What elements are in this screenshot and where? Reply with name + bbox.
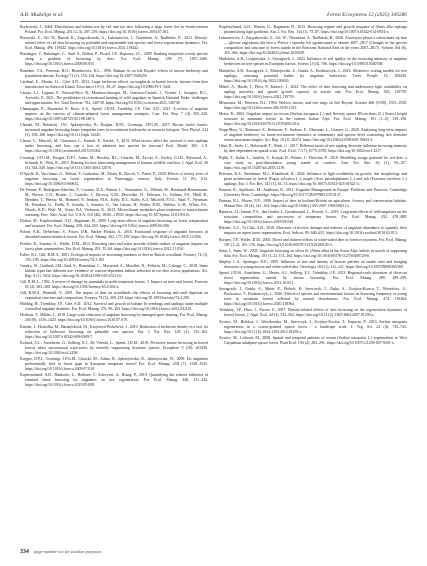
reference-entry: Churski, M., Bubnicki, J.W., Jędrzejewska, B., Kuijper, D.P.J., Cromsigt, J.P.G.M., 2017. Brown world forests: increased ungulate browsing keeps temperate trees in recruitment bottlenecks in resource hotspots. New Phytol. 214 (1), 158–168. https://doi.org/10.1111/nph.14345. bbox=[20, 123, 208, 138]
reference-entry: Motta, R., 2003. Ungulate impact on rowan (Sorbus aucuparia L.) and Norway spruce (Picea abies (L.) Karst.) height structure in mountain forests in the eastern Italian Alps. For. Ecol. Manag. 181 (1–2), 139–150. https://doi.org/10.1016/S0378-1127(03)00128-4. bbox=[219, 112, 407, 127]
reference-entry: Mikeš, A., Horák, J., Plíva, P., Kadavý, J., 2022. The effect of deer browsing and understorey light availability on sapling mortality and spread growth capacity in sessile oak. For. Ecol. Manag. 503, 119759. https://doi.org/10.1016/j.foreco.2021.119759. bbox=[219, 84, 407, 99]
reference-entry: Madalcho, A.B., Szwagrzyk, J., Maciejewski, Z., Gazda, A., Bodziarczyk, J., 2023. Allometric scaling models for tree saplings: assessing potential fodder for ungulate herbivores. Trees People 13, 100430. https://doi.org/10.1016/j.tfp.2023.100430. bbox=[219, 68, 407, 83]
references-column-right bbox=[219, 25, 407, 389]
reference-entry: Frerker, K., Sonnier, G., Waller, D.M., 2013. Browsing rates and ratios provide reliable indices of ungulate impacts on forest plant communities. For. Ecol. Manag. 291, 55–64. https://doi.org/10.1016/j.foreco.2012.11.054. bbox=[20, 241, 208, 251]
reference-entry: Tremblay, J.P., Huot, J., Potvin, F., 2007. Density-related effects of deer browsing on the regeneration dynamics of boreal forests. J. Appl. Ecol. 44 (3), 552–562. https://doi.org/10.1111/j.1365-2664.2007.01290.x. bbox=[219, 308, 407, 318]
reference-entry: Zywiec, M., Holeksa, J., Wesołowska, M., Szewczyk, J., Zwijacz-Kozica, T., Kapusta, P., 2013. Sorbus aucuparia regeneration in a coarse-grained spruce forest - a landscape scale. J. Veg. Sci. 24 (4), 735–743. https://doi.org/10.1111/j.1654-1103.2012.01493.x. bbox=[219, 319, 407, 334]
reference-entry: Putman, R., Apollonio, M., Andersen, R., 2011. Ungulate Management in Europe: Problems and Practices. Cambridge University Press, Cambridge. https://doi.org/10.1017/CBO9780511974137. bbox=[219, 187, 407, 197]
reference-entry: Rooney, T.P., Waller, D.M., 2003. Direct and indirect effects of white-tailed deer in forest ecosystems. For. Ecol. Manag. 181 (1–2), 165–176. https://doi.org/10.1016/S0378-1127(03)00130-2. bbox=[219, 237, 407, 247]
reference-entry: Speed, J.D.M., Austrheim, G., Hester, A.J., Solberg, E.J., Tremblay, J.P., 2013. Regional-scale alteration of clear-cut forest regeneration caused by moose browsing. For. Ecol. Manag. 289, 289–299. https://doi.org/10.1016/j.foreco.2012.10.051. bbox=[219, 270, 407, 286]
reference-entry: Petersen, K.S., Steinbauer, M.J., Klanderud, K., 2024. Influence of light availability on growth, leaf morphology and plant architecture of beech (Fagus sylvatica L.), maple (Acer pseudoplatanus L.) and ash (Fraxinus excelsior L.) saplings. Eur. J. For. Res. 143 (1), 61–74. https://doi.org/10.1007/s10342-023-01622-4. bbox=[219, 171, 407, 186]
reference-entry: Kamler, J., Homolka, M., Barančeková, M., Krojerová-Prokešová, J., 2010. Reduction of herbivore density as a tool for reduction of herbivore browsing on palatable tree species. Eur. J. For. Res. 129 (2), 155–162. https://doi.org/10.1007/s10342-009-0309-7. bbox=[20, 324, 208, 339]
reference-entry: Borkowski, J., 2004. Distribution and habitat use by red and roe deer following a large forest fire in South-western Poland. For. Ecol. Manag. 201 (2–3), 287–293. https://doi.org/10.1016/j.foreco.2004.07.011. bbox=[20, 25, 208, 35]
reference-entry: Borowski, Z., Gil, W., Bartoń, K., Zajączkowski, G., Łukaszewicz, J., Tittenbrun, A., Radliński, B., 2021. Density-related effect of red deer browsing on palatable and unpalatable tree species and forest regeneration dynamics. For. Ecol. Manag. 496, 119442. https://doi.org/10.1016/j.foreco.2021.119442. bbox=[20, 36, 208, 51]
reference-entry: Putman, R.J., Moore, N.P., 1998. Impact of deer in lowland Britain on agriculture, forestry and conservation habitats. Mamm Rev. 28 (4), 141–164. https://doi.org/10.1046/j.1365-2907.1998.00031.x. bbox=[219, 199, 407, 209]
reference-entry: Miyazawa, M., Petersen, D.J., 1994. Wolves, moose, and tree rings on Isle Royale. Science 266 (5190), 1555–1558. https://doi.org/10.1126/science.266.5190.1555. bbox=[219, 100, 407, 110]
reference-entry: D'Aprile, D., Vacchiano, G., Meloni, F., Garbarino, M., Motta, R., Ducoli, V., Partel, P., 2020. Effects of twenty years of ungulate browsing on forest regeneration at Paneveggio reserve, Italy. Forests 11 (6), 612. https://doi.org/10.3390/f11060612. bbox=[20, 171, 208, 186]
reference-entry: Didion, M., Kupferschmid, A.D., Bugmann, H., 2009. Long-term effects of ungulate browsing on forest composition and structure. For. Ecol. Manag. 258, S44–S55. https://doi.org/10.1016/j.foreco.2009.06.006. bbox=[20, 219, 208, 229]
reference-entry: Kuijper, D.P.J., Cromsigt, J.P.G.M., Churski, M., Adam, B., Jędrzejewska, B., Jędrzejewski, W., 2009. Do ungulates preferentially feed in forest gaps in European temperate forest? For. Ecol. Manag. 258 (7), 1528–1535. https://doi.org/10.1016/j.foreco.2009.07.010. bbox=[20, 356, 208, 372]
reference-entry: Senn, J., Suter, W., 2003. Ungulate browsing on silver fir (Abies alba) in the Swiss Alps: beliefs in search of supporting data. For. Ecol. Manag. 181 (1–2), 151–164. https://doi.org/10.1016/S0378-1127(03)00129-6. bbox=[219, 248, 407, 258]
reference-entry: Kupferschmid, A.D., Wasem, U., Bugmann, H., 2015. Browsing regime and growth response of Abies alba saplings planted along light gradients. Eur. J. For. Res. 134 (1), 75–87. https://doi.org/10.1007/s10342-014-0834-x. bbox=[219, 25, 407, 35]
reference-entry: Nopp-Mayr, U., Reimoser, S., Reimoser, F., Sachser, F., Obermair, L., Gratzer, G., 2020. Analyzing long-term impacts of ungulate herbivory on forest-recruitment dynamics at community and species level contrasting tree densities versus maximum heights. Sci. Rep. 10 (1), 20274. https://doi.org/10.1038/s41598-020-76843-3. bbox=[219, 128, 407, 143]
reference-entry: Cromsigt, J.P.G.M., Kuijper, D.P.J., Adam, M., Beschta, R.L., Churski, M., Eycott, A., Kerley, G.I.H., Mysterud, A., Schmidt, K., West, K., 2013. Hunting for fear: innovating management of human–wildlife conflicts. J. Appl. Ecol. 50 (3), 544–549. https://doi.org/10.1111/1365-2664.12076. bbox=[20, 155, 208, 170]
reference-entry: Szwagrzyk, J., Gazda, A., Muter, E., Pielech, R., Szewczyk, J., Zięba, A., Zwijacz-Kozica, T., Wiertelorz, A., Pachowicz, T., Bodziarczyk, J., 2020. Effects of species and environmental factors on browsing frequency of young trees in mountain forests affected by natural disturbances. For. Ecol. Manag. 474, 118364. https://doi.org/10.1016/j.foreco.2020.118364. bbox=[219, 287, 407, 307]
header-journal: Forest Ecosystems 12 (2025) 100286 bbox=[326, 12, 407, 18]
reference-entry: Rhodes, A.C., St Clair, S.B., 2018. Measures of browse damage and indexes of ungulate abundance to quantify their impacts on aspen forest regeneration. Ecol. Indicat. 89, 648–655. https://doi.org/10.1016/j.ecolind.2018.02.013. bbox=[219, 226, 407, 236]
reference-entry: Gaudry, W., Gaillard, J.M., Saïd, S., Bonenfant, C., Mysterud, A., Morellet, N., Pellerin, M., Calenge, C., 2018. Same habitat types but different use: evidence of context-dependent habitat selection in roe deer across populations. Sci. Rep. 8 (1), 5102. https://doi.org/10.1038/s41598-018-23111-0. bbox=[20, 263, 208, 278]
reference-entry: Cardinal, E., Martin, J.L., Côté, S.D., 2012. Large herbivore effects on songbirds in boreal forests: lessons from deer introduction on Anticosti Island. Ecoscience 19 (1), 38–47. https://doi.org/10.2980/19-1-3441. bbox=[20, 79, 208, 89]
reference-entry: Hidding, B., Tremblay, J.P., Côté, S.D., 2012. Survival and growth of balsam fir seedlings and saplings under multiple controlled ungulate densities. For. Ecol. Manag. 276, 96–103. https://doi.org/10.1016/j.foreco.2012.03.025. bbox=[20, 302, 208, 312]
reference-entry: Hothorn, T., Müller, J., 2010. Large-scale reduction of ungulate browsing by managed sport hunting. For. Ecol. Manag. 260 (9), 1416–1423. https://doi.org/10.1016/j.foreco.2010.07.019. bbox=[20, 313, 208, 323]
header-rule bbox=[20, 21, 407, 22]
references-column-left bbox=[20, 25, 208, 389]
reference-entry: Kolstad, A.L., Austrheim, G., Solberg, E.J., De Vriendt, L., Speed, J.D.M., 2018. Pervasive moose browsing in boreal forests alters successional trajectories by severely suppressing keystone species. Ecosphere 9 (10), e02458. https://doi.org/10.1002/ecs2.2458. bbox=[20, 340, 208, 355]
reference-entry: Clasen, C., Heurich, M., Glaesener, L., Kennel, E., Knoke, T., 2015. What factors affect the survival of tree saplings under browsing, and how can a loss of admixed tree species be forecast? Ecol. Model. 305, 1–9. https://doi.org/10.1016/j.ecolmodel.2015.03.002. bbox=[20, 139, 208, 154]
reference-entry: Pajlik, T., Kulla, L., Janíček, V., Kurjak, D., Pittner, J., Fleischer, P., 2019. Modelling forage potential for red deer: a case study in post-disturbance young stands of conifers. Ann. For. Res. 62 (1), 93–107. https://doi.org/10.15287/afr.2018.1219. bbox=[219, 155, 407, 170]
reference-entry: Champagne, E., Raymond, P., Royo, A.A., Speed, J.D.M., Tremblay, J.P., Côté, S.D., 2021. A review of ungulate impacts on the success of climate-adapted forest management strategies. Curr. For. Rep. 7 (4), 305–320. https://doi.org/10.1007/s40725-021-00148-5. bbox=[20, 106, 208, 122]
reference-entry: Shipley, L.A., Spalinger, D.E., 1995. Influence of size and density of browse patches on intake rates and foraging decisions of young moose and white-tailed deer. Oecologia 104 (1), 112–121. https://doi.org/10.1007/BF00365569. bbox=[219, 259, 407, 269]
reference-entry: Boulanger, V., Baltzinger, C., Saïd, S., Ballon, P., Picard, J.F., Dupouey, J.L., 2009. Ranking temperate woody species along a gradient of browsing by deer. For. Ecol. Manag. 258 (7), 1397–1406. https://doi.org/10.1016/j.foreco.2009.06.055. bbox=[20, 52, 208, 67]
references-section bbox=[20, 25, 407, 389]
reference-entry: Carpio, A.J., Laguna, E., Pascual-Rico, R., Martínez-Jauregui, M., Guerrero-Casado, J., Vicente, J., Soriguer, R.C., Acevedo, P., 2021. The prohibition of recreational hunting of wild ungulates in Spanish National Parks: challenges and opportunities. Sci. Total Environ. 782, 146738. https://doi.org/10.1016/j.scitotenv.2021.146738. bbox=[20, 90, 208, 105]
page-footer bbox=[20, 547, 407, 556]
reference-entry: Ohse, B., Seele, C., Holzwarth, F., Wirth, C., 2017. Different facets of tree sapling diversity influence browsing intensity by deer dependent on spatial scale. Ecol. Evol. 7 (17), 6779–6789. https://doi.org/10.1002/ece3.3217. bbox=[219, 144, 407, 154]
reference-entry: Łukaszewicz, J., Zajączkowski, G., Gil, W., Tittenbrun, A., Radliński, B., 2020. Zwierzyna płowa a odnawianie się lasu — główne zagrożenia dla lasu w Polsce i sposoby ich ograniczania w okresie 2007–2017 [Changes in the species composition and structure of forest stands in the Bozcsme National Park in the years 2007–2017]. Sylwan 164 (6), 455–464. https://doi.org/10.26202/sylwan.2020049. bbox=[219, 36, 407, 56]
reference-entry: Madalcho, A.B., Czapiewska, J., Szwagrzyk, J., 2024. Influence of soil quality on the browsing intensity of ungulate herbivores on tree species in European forests. Forests 15 (4), 708. https://doi.org/10.3390/f15040708. bbox=[219, 57, 407, 67]
header-authors: A.B. Mudalige et al. bbox=[20, 12, 64, 18]
reference-entry: Brandner, T.A., Peterson, R.O., Risenhoover, K.L., 1990. Balsam fir on Isle Royale: effects of moose herbivory and population density. Ecology 71 (1), 155–164. https://doi.org/10.2307/1940256. bbox=[20, 68, 208, 78]
reference-entry: Kupferschmid, A.D., Bütikofer, L., Hothorn, T., Schwyzer, A., Brang, P., 2019. Quantifying the relative influence of terminal shoot browsing by ungulates on tree regeneration. For. Ecol. Manag. 446, 331–344. https://doi.org/10.1016/j.foreco.2019.05.009. bbox=[20, 373, 208, 388]
running-header bbox=[20, 9, 407, 21]
reference-entry: Faison, E.K., DeStefano, S., Foster, D.R., Barker Plotkin, A., 2016. Functional response of ungulate browsers in disturbed eastern hemlock forests. For. Ecol. Manag. 362, 177–183. https://doi.org/10.1016/j.foreco.2015.12.004. bbox=[20, 230, 208, 240]
reference-entry: Zywiec, M., Ledwoń, M., 2008. Spatial and temporal patterns of rowan (Sorbus aucuparia L.) regeneration in West Carpathian subalpine spruce forest. Plant Ecol. 194 (2), 283–291. https://doi.org/10.1007/s11258-007-9291-x. bbox=[219, 335, 407, 345]
reference-entry: Gill, R.M.A., Beardall, V., 2001. The impact of deer on woodlands: the effects of browsing and seed dispersal on vegetation structure and composition. Forestry 74 (3), 209–218. https://doi.org/10.1093/forestry/74.3.209. bbox=[20, 291, 208, 301]
footer-note: page number not for citation purposes bbox=[34, 549, 102, 554]
page-number: 334 bbox=[20, 548, 29, 555]
reference-entry: De Frenne, P., Rodríguez-Sánchez, F., Coomes, D.A., Baeten, L., Verstraeten, G., Vellend, M., Bernhardt-Römermann, M., Brown, C.D., Brunet, J., Cornelis, J., Decocq, G.M., Dierschke, H., Eriksson, O., Gilliam, F.S., Hédl, R., Heinken, T., Hermy, M., Hommel, P., Jenkins, M.A., Kelly, D.L., Kirby, K.J., Mitchell, F.J.G., Naaf, T., Newman, M., Peterken, G., Petřík, P., Schultz, J., Sonnier, G., Van Calster, H., Waller, D.M., Walther, G.-R., White, P.S., Woods, K.D., Wulf, M., Graae, B.J., Verheyen, K., 2013. Microclimate moderates plant responses to macroclimate warming. Proc. Natl. Acad. Sci. U.S.A. 110 (46), 18561–18565. https://doi.org/10.1073/pnas.1311190110. bbox=[20, 187, 208, 218]
reference-entry: Fuller, R.J., Gill, R.M.A., 2001. Ecological impacts of increasing numbers of deer in British woodland. Forestry 74 (3), 193–199. https://doi.org/10.1093/forestry/74.3.193. bbox=[20, 252, 208, 262]
reference-entry: Gill, R.M.A., 1992. A review of damage by mammals in north temperate forests: 3. Impact on trees and forests. Forestry 65 (4), 363–388. https://doi.org/10.1093/forestry/65.4.363-a. bbox=[20, 280, 208, 290]
reference-entry: Ramirez, J.I., Jansen, P.A., den Ouden, J., Goudzwaard, L., Poorter, L., 2019. Long-term effects of wild ungulates on the structure, composition and succession of temperate forests. For. Ecol. Manag. 432, 478–488. https://doi.org/10.1016/j.foreco.2018.09.049. bbox=[219, 210, 407, 225]
